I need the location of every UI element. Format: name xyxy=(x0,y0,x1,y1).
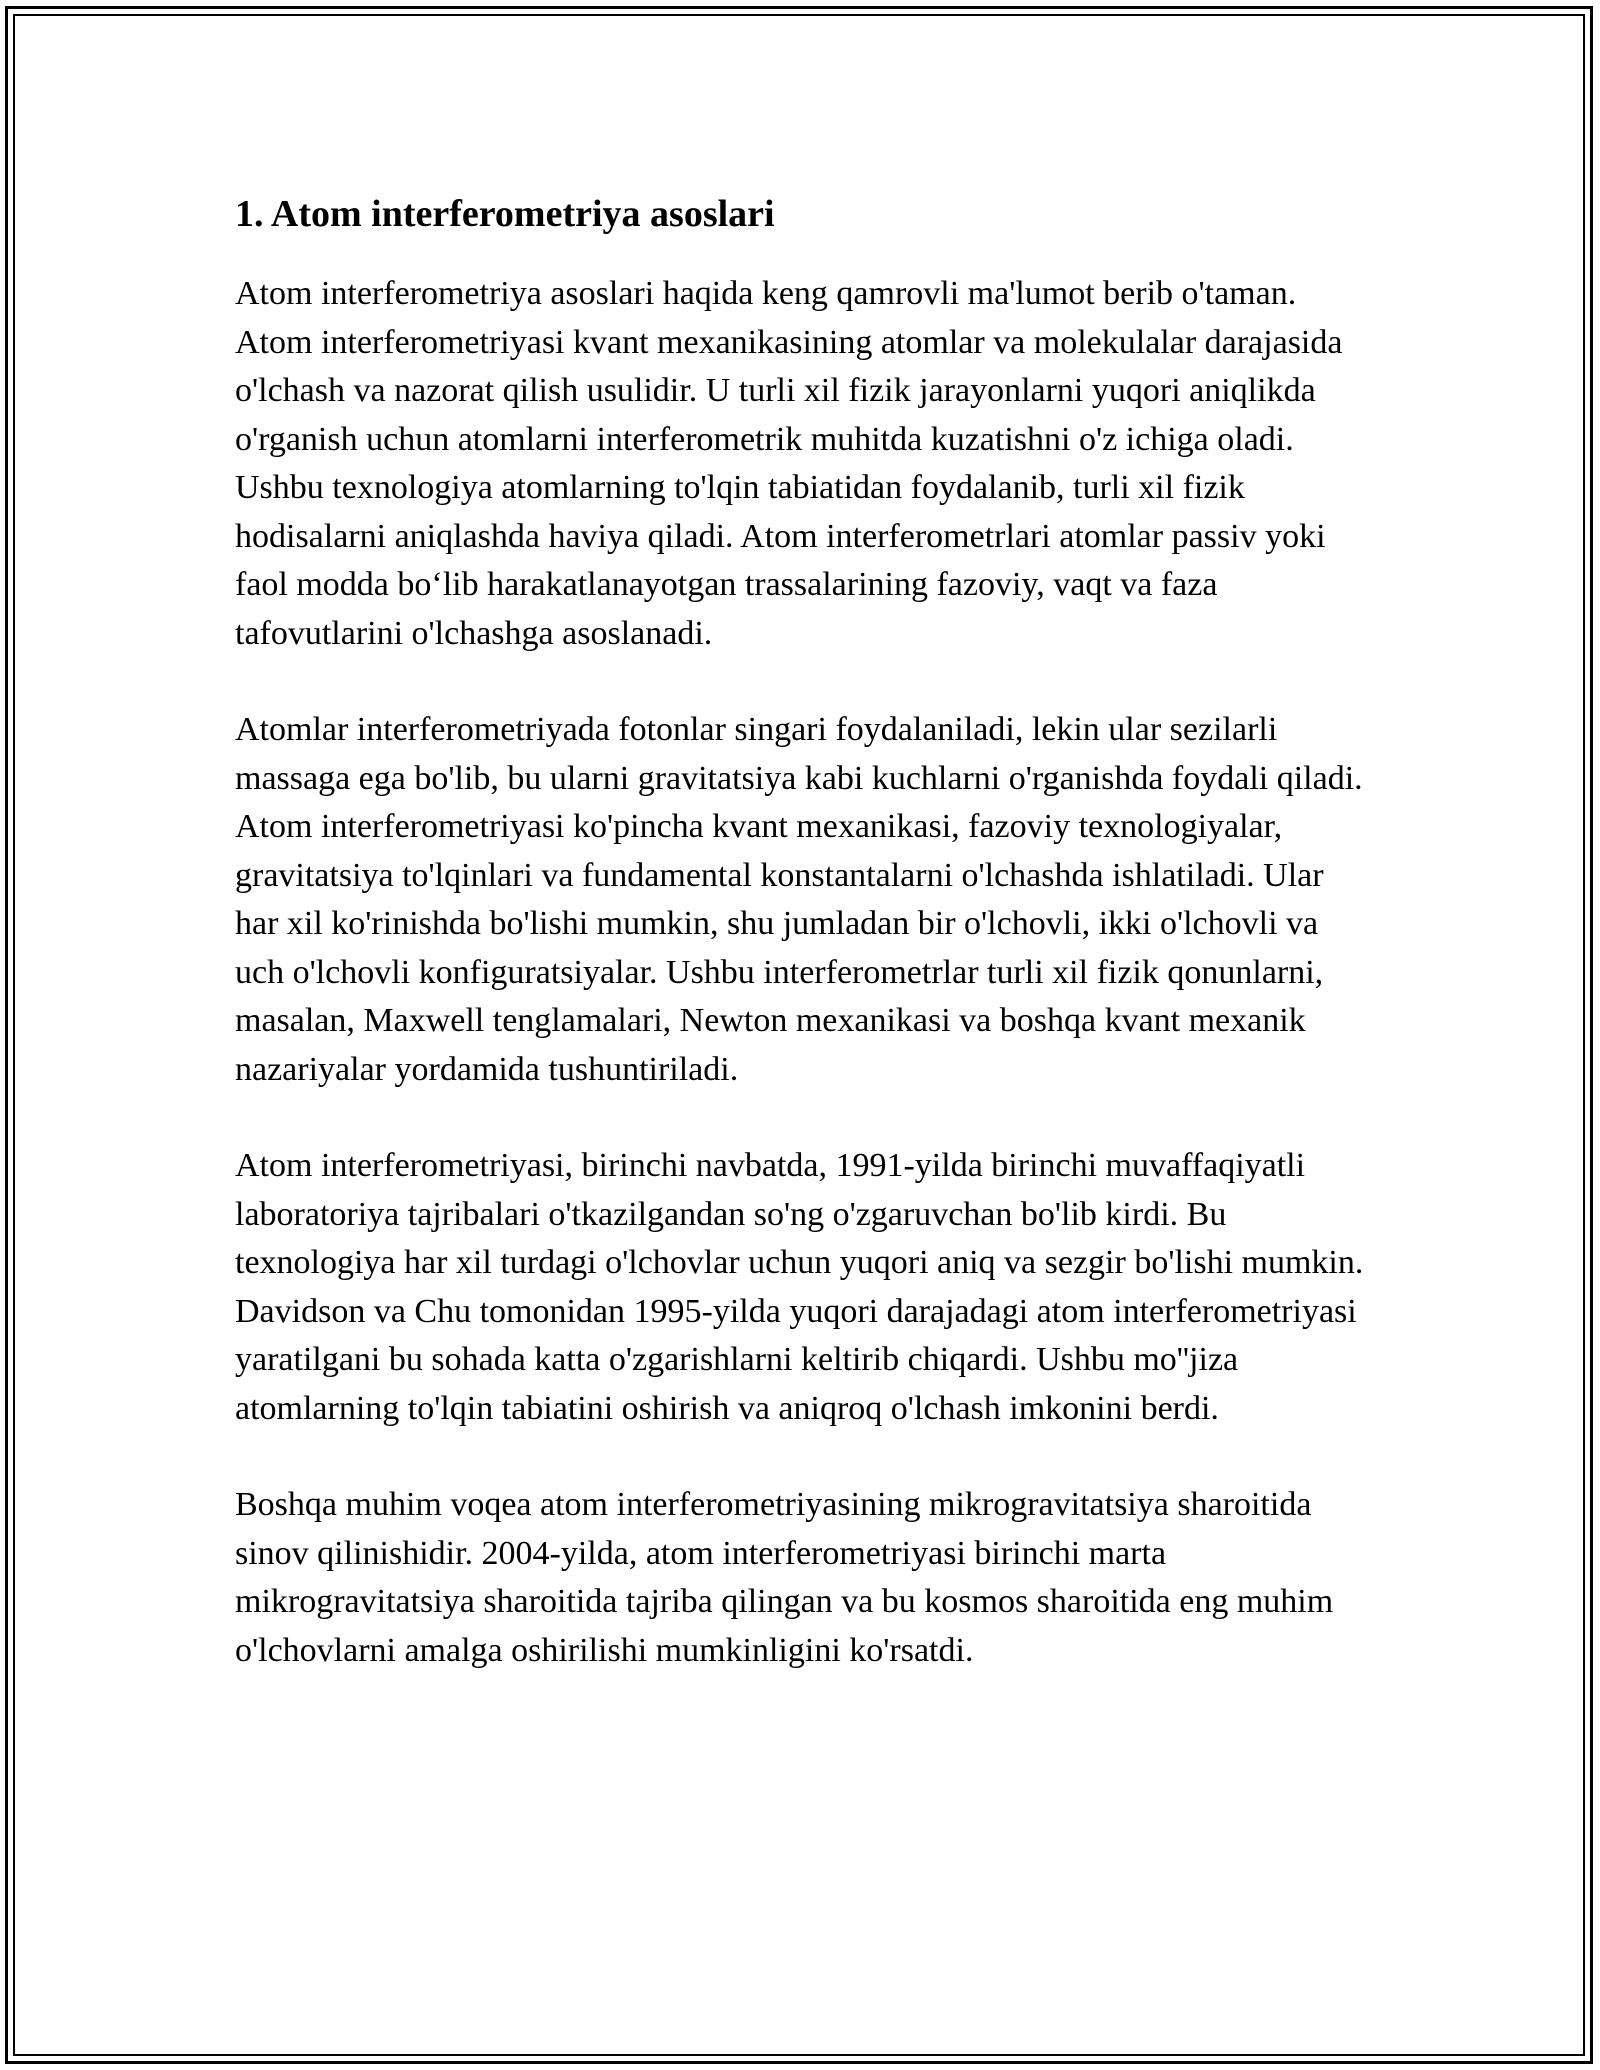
paragraph-1: Atom interferometriya asoslari haqida keng qamrovli ma'lumot berib o'taman. Atom interferometriyasi kvant mexanikasining atomlar va molekulalar darajasida o'lchash va nazorat qilish usulidir. U turli xil fizik jarayonlarni yuqori aniqlikda o'rganish uchun atomlarni interferometrik muhitda kuzatishni o'z ichiga oladi. Ushbu texnologiya atomlarning to'lqin tabiatidan foydalanib, turli xil fizik hodisalarni aniqlashda haviya qiladi. Atom interferometrlari atomlar passiv yoki faol modda bo‘lib harakatlanayotgan trassalarining fazoviy, vaqt va faza tafovutlarini o'lchashga asoslanadi. xyxy=(235,275,1343,652)
document-body xyxy=(235,186,1370,1723)
paragraph-2: Atomlar interferometriyada fotonlar singari foydalaniladi, lekin ular sezilarli massaga ega bo'lib, bu ularni gravitatsiya kabi kuchlarni o'rganishda foydali qiladi. Atom interferometriyasi ko'pincha kvant mexanikasi, fazoviy texnologiyalar, gravitatsiya to'lqinlari va fundamental konstantalarni o'lchashda ishlatiladi. Ular har xil ko'rinishda bo'lishi mumkin, shu jumladan bir o'lchovli, ikki o'lchovli va uch o'lchovli konfiguratsiyalar. Ushbu interferometrlar turli xil fizik qonunlarni, masalan, Maxwell tenglamalari, Newton mexanikasi va boshqa kvant mexanik nazariyalar yordamida tushuntiriladi. xyxy=(235,711,1363,1088)
paragraph-3: Atom interferometriyasi, birinchi navbatda, 1991-yilda birinchi muvaffaqiyatli laboratoriya tajribalari o'tkazilgandan so'ng o'zgaruvchan bo'lib kirdi. Bu texnologiya har xil turdagi o'lchovlar uchun yuqori aniq va sezgir bo'lishi mumkin. Davidson va Chu tomonidan 1995-yilda yuqori darajadagi atom interferometriyasi yaratilgani bu sohada katta o'zgarishlarni keltirib chiqardi. Ushbu mo''jiza atomlarning to'lqin tabiatini oshirish va aniqroq o'lchash imkonini berdi. xyxy=(235,1147,1364,1427)
section-title: 1. Atom interferometriya asoslari xyxy=(235,193,775,235)
paragraph-4: Boshqa muhim voqea atom interferometriyasining mikrogravitatsiya sharoitida sinov qilinishidir. 2004-yilda, atom interferometriyasi birinchi marta mikrogravitatsiya sharoitida tajriba qilingan va bu kosmos sharoitida eng muhim o'lchovlarni amalga oshirilishi mumkinligini ko'rsatdi. xyxy=(235,1486,1334,1669)
